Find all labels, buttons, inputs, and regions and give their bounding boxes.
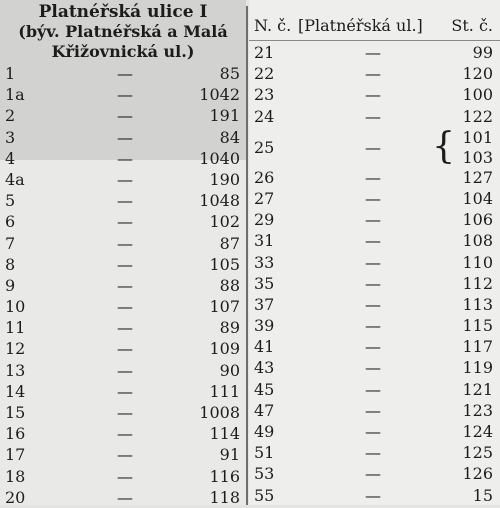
house-number: 55	[254, 485, 275, 505]
old-number: 1008	[199, 403, 240, 422]
table-row	[249, 294, 500, 315]
house-number: 18	[5, 466, 26, 486]
dash: —	[117, 297, 133, 317]
house-number: 15	[5, 403, 26, 422]
house-number: 1	[5, 64, 16, 83]
old-number: 113	[462, 294, 493, 314]
house-number: 11	[5, 318, 26, 338]
dash: —	[365, 400, 381, 420]
house-number: 33	[254, 252, 275, 272]
old-number: 15	[472, 485, 493, 505]
house-number: 45	[254, 379, 275, 399]
street-subheading-line1: (býv. Platnéřská a Malá	[18, 22, 228, 41]
table-row	[249, 400, 500, 421]
house-number: 39	[254, 316, 275, 336]
house-number: 23	[254, 85, 275, 105]
old-number: 126	[462, 464, 493, 484]
table-row	[0, 466, 246, 487]
house-number: 25	[254, 137, 275, 157]
dash: —	[117, 381, 133, 401]
house-number: 13	[5, 360, 26, 380]
house-number: 2	[5, 106, 16, 126]
dash: —	[365, 210, 381, 230]
table-row	[249, 421, 500, 442]
table-row	[0, 148, 246, 169]
house-number: 41	[254, 337, 275, 357]
old-number: 111	[209, 381, 240, 401]
house-number: 51	[254, 443, 275, 463]
old-number: 117	[462, 337, 493, 357]
street-heading: Platnéřská ulice I	[38, 2, 208, 22]
house-number: 21	[254, 43, 275, 62]
old-number: 1042	[199, 85, 240, 105]
dash: —	[117, 233, 133, 253]
old-number: 1048	[199, 191, 240, 211]
dash: —	[365, 167, 381, 187]
old-number: 108	[462, 231, 493, 251]
old-number: 127	[462, 167, 493, 187]
house-number: 49	[254, 422, 275, 441]
table-row	[0, 338, 246, 359]
table-row	[0, 317, 246, 338]
old-number: 104	[462, 188, 493, 208]
old-number: 122	[462, 106, 493, 126]
dash: —	[365, 316, 381, 336]
old-number: 116	[209, 466, 240, 486]
dash: —	[365, 358, 381, 378]
dash: —	[117, 487, 133, 507]
old-number: 125	[462, 443, 493, 463]
house-number: 4a	[5, 169, 25, 189]
old-number: 101	[462, 127, 493, 147]
table-row	[0, 127, 246, 148]
table-row	[0, 296, 246, 317]
old-number: 87	[219, 233, 240, 253]
old-number: 105	[209, 254, 240, 274]
right-rows	[249, 42, 500, 506]
table-row	[249, 42, 500, 63]
dash: —	[117, 275, 133, 295]
header-street-name: [Platnéřská ul.]	[298, 16, 423, 35]
dash: —	[117, 148, 133, 168]
table-row	[249, 106, 500, 127]
dash: —	[365, 379, 381, 399]
table-row	[0, 402, 246, 423]
dash: —	[365, 43, 381, 62]
dash: —	[365, 294, 381, 314]
old-number: 115	[462, 316, 493, 336]
old-number: 123	[462, 400, 493, 420]
dash: —	[365, 337, 381, 357]
table-row	[249, 442, 500, 463]
table-row	[0, 381, 246, 402]
dash: —	[117, 191, 133, 211]
house-number: 20	[5, 487, 26, 507]
house-number: 43	[254, 358, 275, 378]
table-row	[249, 336, 500, 357]
table-row	[249, 252, 500, 273]
table-row	[249, 84, 500, 105]
column-divider	[246, 6, 248, 505]
house-number: 1a	[5, 85, 25, 105]
left-column	[0, 0, 246, 505]
table-row	[0, 275, 246, 296]
dash: —	[365, 85, 381, 105]
dash: —	[365, 273, 381, 293]
dash: —	[365, 464, 381, 484]
table-row	[0, 360, 246, 381]
dash: —	[365, 422, 381, 441]
old-number: 85	[219, 64, 240, 83]
table-row	[249, 463, 500, 484]
old-number: 110	[462, 252, 493, 272]
dash: —	[117, 254, 133, 274]
table-row	[0, 190, 246, 211]
old-number: 102	[209, 212, 240, 232]
dash: —	[365, 188, 381, 208]
old-number: 91	[219, 445, 240, 465]
table-row	[249, 209, 500, 230]
house-number: 47	[254, 400, 275, 420]
house-number: 4	[5, 148, 16, 168]
house-number: 37	[254, 294, 275, 314]
house-number: 6	[5, 212, 16, 232]
house-number: 3	[5, 127, 16, 147]
street-subheading-line2: Křižovnická ul.)	[51, 42, 195, 61]
right-column	[249, 0, 500, 505]
old-number: 190	[209, 169, 240, 189]
house-number: 22	[254, 64, 275, 84]
table-row	[249, 63, 500, 84]
dash: —	[117, 169, 133, 189]
table-row	[0, 233, 246, 254]
header-old-number: St. č.	[451, 16, 493, 35]
dash: —	[117, 64, 133, 83]
table-row	[0, 63, 246, 84]
right-header	[254, 14, 493, 38]
dash: —	[365, 443, 381, 463]
old-number: 120	[462, 64, 493, 84]
dash: —	[117, 403, 133, 422]
house-number: 17	[5, 445, 26, 465]
house-number: 16	[5, 424, 26, 444]
dash: —	[117, 360, 133, 380]
house-number: 12	[5, 339, 26, 359]
table-row	[0, 423, 246, 444]
old-number: 1040	[199, 148, 240, 168]
house-number: 9	[5, 275, 16, 295]
dash: —	[117, 318, 133, 338]
left-rows	[0, 63, 246, 508]
house-number: 24	[254, 106, 275, 126]
dash: —	[117, 339, 133, 359]
table-row	[249, 167, 500, 188]
table-row	[0, 84, 246, 105]
dash: —	[117, 106, 133, 126]
table-row	[249, 485, 500, 506]
dash: —	[117, 424, 133, 444]
dash: —	[117, 445, 133, 465]
dash: —	[365, 106, 381, 126]
old-number: 121	[462, 379, 493, 399]
dash: —	[117, 466, 133, 486]
old-number: 119	[462, 358, 493, 378]
old-number: 114	[209, 424, 240, 444]
old-number: 191	[209, 106, 240, 126]
table-row	[0, 444, 246, 465]
table-row	[249, 379, 500, 400]
old-number: 90	[219, 360, 240, 380]
house-number: 53	[254, 464, 275, 484]
brace-symbol: {	[432, 125, 455, 167]
table-row	[249, 127, 500, 167]
dash: —	[117, 212, 133, 232]
header-rule	[249, 40, 500, 41]
house-number: 14	[5, 381, 26, 401]
house-number: 7	[5, 233, 16, 253]
house-number: 10	[5, 297, 26, 317]
old-number: 107	[209, 297, 240, 317]
table-row	[0, 169, 246, 190]
house-number: 31	[254, 231, 275, 251]
old-number: 109	[209, 339, 240, 359]
old-number: 84	[219, 127, 240, 147]
dash: —	[365, 485, 381, 505]
table-row	[249, 188, 500, 209]
dash: —	[117, 85, 133, 105]
old-number: 89	[219, 318, 240, 338]
old-number: 112	[462, 273, 493, 293]
old-number: 88	[219, 275, 240, 295]
house-number: 26	[254, 167, 275, 187]
dash: —	[365, 252, 381, 272]
table-row	[0, 254, 246, 275]
dash: —	[365, 231, 381, 251]
house-number: 8	[5, 254, 16, 274]
house-number: 35	[254, 273, 275, 293]
table-row	[249, 315, 500, 336]
table-row	[249, 273, 500, 294]
old-number: 118	[209, 487, 240, 507]
old-number: 124	[462, 422, 493, 441]
dash: —	[365, 137, 381, 157]
house-number: 27	[254, 188, 275, 208]
dash: —	[117, 127, 133, 147]
old-number: 103	[462, 147, 493, 167]
old-number: 99	[472, 43, 493, 62]
old-number: 106	[462, 210, 493, 230]
dash: —	[365, 64, 381, 84]
house-number: 5	[5, 191, 16, 211]
house-number: 29	[254, 210, 275, 230]
table-row	[249, 230, 500, 251]
header-house-number: N. č.	[254, 16, 292, 35]
table-row	[0, 105, 246, 126]
table-row	[0, 211, 246, 232]
old-number: 100	[462, 85, 493, 105]
table-row	[249, 357, 500, 378]
